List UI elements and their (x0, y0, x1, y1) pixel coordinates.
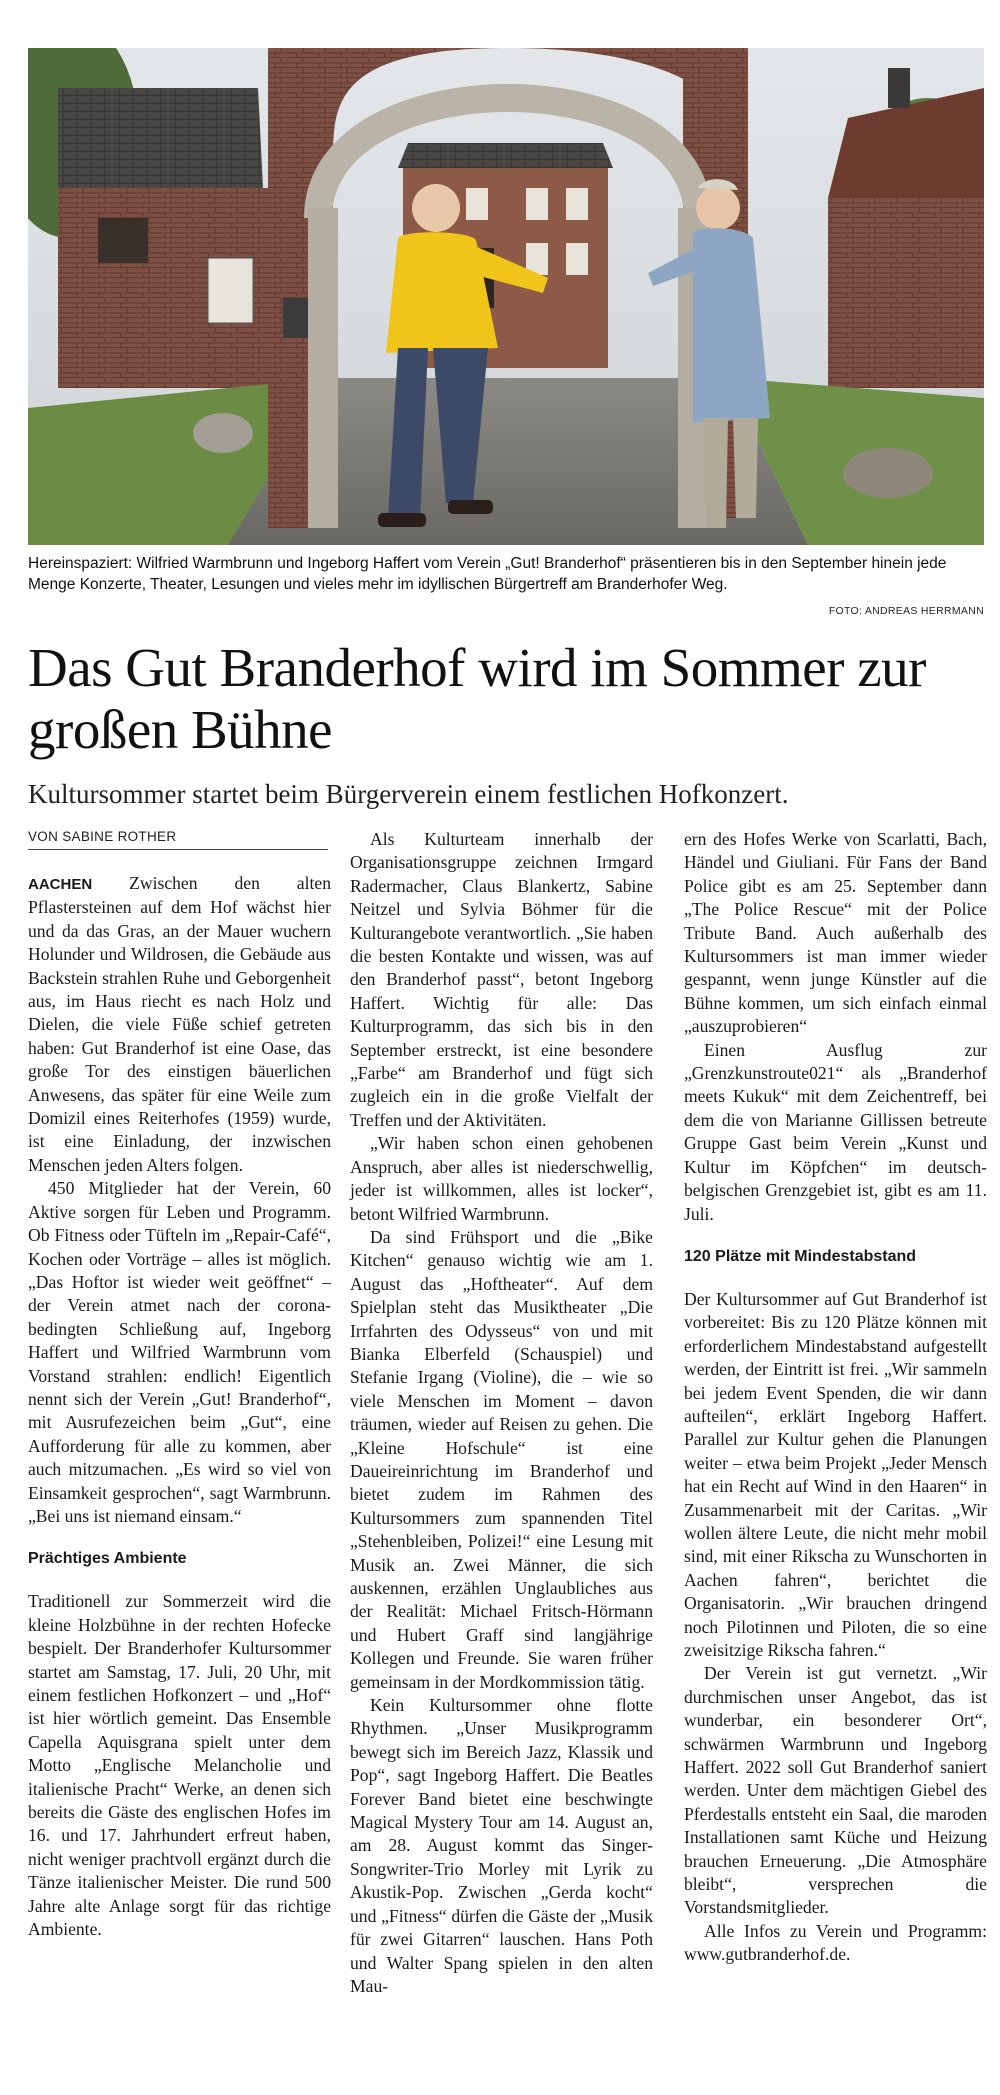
chimney (888, 68, 910, 108)
article-column-2 (350, 828, 653, 1998)
section-subhead: 120 Plätze mit Mindestabstand (684, 1247, 917, 1265)
paragraph: „Wir haben schon einen gehobenen Anspruch, aber alles ist niederschwellig, jeder ist willkommen, alles ist locker“, betont Wilfried Warmbrunn. (350, 1133, 653, 1224)
stone-left (193, 413, 253, 453)
article-column-3 (684, 828, 987, 1967)
photo-caption: Hereinspaziert: Wilfried Warmbrunn und Ingeborg Haffert vom Verein „Gut! Branderhof“ präsentieren bis in den September hinein jede Menge Konzerte, Theater, Lesungen und vieles mehr im idyllischen Bürgertreff am Branderhofer Weg. (28, 555, 947, 593)
paragraph: ern des Hofes Werke von Scarlatti, Bach, Händel und Giuliani. Für Fans der Band Police gibt es am 25. September dann „The Police Rescue“ mit der Police Tribute Band. Auch außerhalb des Kultursommers ist man immer wieder gespannt, wenn junge Künstler auf die Bühne kommen, um sich einfach einmal „auszuprobieren“ (684, 829, 987, 1037)
paragraph: Als Kulturteam innerhalb der Organisationsgruppe zeichnen Irmgard Radermacher, Claus Blankertz, Sabine Neitzel und Sylvia Böhmer für die Kulturangebote verantwortlich. „Sie haben die besten Kontakte und wissen, was auf den Branderhof passt“, betont Ingeborg Haffert. Wichtig für alle: Das Kulturprogramm, das sich bis in den September erstreckt, ist eine besondere „Farbe“ am Branderhof und fügt sich zugleich ein in die große Vielfalt der Treffen und der Aktivitäten. (350, 829, 653, 1130)
paragraph: Traditionell zur Sommerzeit wird die kleine Holzbühne in der rechten Hofecke bespielt. Der Branderhofer Kultursommer startet am Samstag, 17. Juli, 20 Uhr, mit einem festlichen Hofkonzert – und „Hof“ ist hier wörtlich gemeint. Das Ensemble Capella Aquisgrana spielt unter dem Motto „Englische Melancholie und italienische Pracht“ Werke, an denen sich bereits die Gäste des englischen Hofes im 16. und 17. Jahrhundert erfreut haben, nicht weniger prachtvoll ergänzt durch die Tänze italienischer Meister. Die rund 500 Jahre alte Anlage sorgt für das richtige Ambiente. (28, 1591, 331, 1940)
right-building (828, 198, 984, 388)
article-photo (28, 48, 984, 545)
dateline: AACHEN (28, 876, 93, 893)
paragraph: Alle Infos zu Verein und Programm: www.gutbranderhof.de. (684, 1920, 987, 1965)
paragraph: Kein Kultursommer ohne flotte Rhythmen. „Unser Musikprogramm bewegt sich im Bereich Jazz, Klassik und Pop“, sagt Ingeborg Haffert. Die Beatles Forever Band bietet eine beschwingte Magical Mystery Tour am 14. August an, am 28. August kommt das Singer-Songwriter-Trio Morley mit Lyrik zu Akustik-Pop. Zwischen „Gerda kocht“ und „Fitness“ dürfen die Gäste der „Musik für zwei Gitarren“ lauschen. Hans Poth und Walter Spang spielen in den alten Mau- (350, 1695, 653, 1996)
paragraph: 450 Mitglieder hat der Verein, 60 Aktive sorgen für Leben und Programm. Ob Fitness oder Tüfteln im „Repair-Café“, Kochen oder Vorträge – alles ist möglich. „Das Hoftor ist wieder weit geöffnet“ – der Verein atmet nach der corona-bedingten Schließung auf, Ingeborg Haffert und Wilfried Warmbrunn vom Vorstand strahlen: endlich! Eigentlich nennt sich der Verein „Gut! Branderhof“, mit Ausrufezeichen beim „Gut“, eine Aufforderung für alle zu kommen, aber auch mitzumachen. „Es wird so viel von Einsamkeit gesprochen“, sagt Warmbrunn. „Bei uns ist niemand einsam.“ (28, 1178, 331, 1526)
notice-board (208, 258, 253, 323)
headline: Das Gut Branderhof wird im Sommer zur großen Bühne (28, 637, 926, 760)
paragraph: Der Verein ist gut vernetzt. „Wir durchmischen unser Angebot, das ist wunderbar, ein besonderer Ort“, schwärmen Warmbrunn und Ingeborg Haffert. 2022 soll Gut Branderhof saniert werden. Unter dem mächtigen Giebel des Pferdestalls entsteht ein Saal, die maroden Installationen samt Küche und Heizung brauchen Erneuerung. „Die Atmosphäre bleibt“, versprechen die Vorstandsmitglieder. (684, 1663, 987, 1918)
photo-credit: FOTO: ANDREAS HERRMANN (828, 605, 984, 617)
byline: VON SABINE ROTHER (28, 829, 328, 850)
photo-illustration (28, 48, 984, 545)
mailbox (283, 298, 308, 338)
manor-roof (398, 143, 613, 168)
left-window (98, 218, 148, 263)
paragraph: Der Kultursommer auf Gut Branderhof ist vorbereitet: Bis zu 120 Plätze können mit erforderlichem Mindestabstand aufgestellt werden, der Eintritt ist frei. „Wir sammeln bei jedem Event Spenden, die wir dann aufteilen“, erklärt Ingeborg Haffert. Parallel zur Kultur gehen die Planungen weiter – etwa beim Projekt „Jeder Mensch hat ein Recht auf Wind in den Haaren“ in Zusammenarbeit mit der Caritas. „Wir wollen ältere Leute, die nicht mehr mobil sind, mit einer Rikscha zu Wunschorten in Aachen fahren“, berichtet die Organisatorin. „Wir brauchen dringend noch Pilotinnen und Piloten, die so eine zweisitzige Rikscha fahren.“ (684, 1288, 987, 1660)
article-column-1 (28, 872, 331, 1941)
paragraph-text: Zwischen den alten Pflastersteinen auf dem Hof wächst hier und da das Gras, an der Mauer wuchern Holunder und Wildrosen, die Gebäude aus Backstein strahlen Ruhe und Geborgenheit aus, im Haus riecht es nach Holz und Dielen, die viele Füße schief getreten haben: Gut Branderhof ist eine Oase, das große Tor des einstigen bäuerlichen Anwesens, das später für eine Weile zum Domizil eines Reiterhofes (1959) wurde, ist eine Einladung, der inzwischen Menschen jeden Alters folgen. (28, 873, 331, 1175)
subheadline: Kultursommer startet beim Bürgerverein einem festlichen Hofkonzert. (28, 779, 789, 809)
paragraph (28, 872, 331, 1177)
paragraph: Da sind Frühsport und die „Bike Kitchen“ genauso wichtig wie am 1. August das „Hoftheater“. Auf dem Spielplan steht das Musiktheater „Die Irrfahrten des Odysseus“ von und mit Bianka Elberfeld (Schauspiel) und Stefanie Irgang (Violine), die – wie so viele Menschen im Moment – davon träumen, wieder auf Reisen zu gehen. Die „Kleine Hofschule“ ist eine Daueireinrichtung im Branderhof und bietet zudem im Rahmen des Kultursommers zum spannenden Titel „Stehenbleiben, Polizei!“ eine Lesung mit Musik an. Zwei Männer, die sich auskennen, erzählen Unglaubliches aus der Realität: Michael Fritsch-Hörmann und Hubert Graff sind langjährige Kollegen und Freunde. Sie waren früher gemeinsam in der Mordkommission tätig. (350, 1226, 653, 1692)
stone-right (843, 448, 933, 498)
paragraph: Einen Ausflug zur „Grenzkunstroute021“ als „Branderhof meets Kukuk“ mit dem Zeichentreff, bei dem die von Marianne Gillissen betreute Gruppe Gast beim Verein „Kunst und Kultur im Köpfchen“ im deutsch-belgischen Grenzgebiet ist, gibt es am 11. Juli. (684, 1039, 987, 1224)
section-subhead: Prächtiges Ambiente (28, 1550, 187, 1568)
arch-pillar-left (308, 208, 338, 528)
